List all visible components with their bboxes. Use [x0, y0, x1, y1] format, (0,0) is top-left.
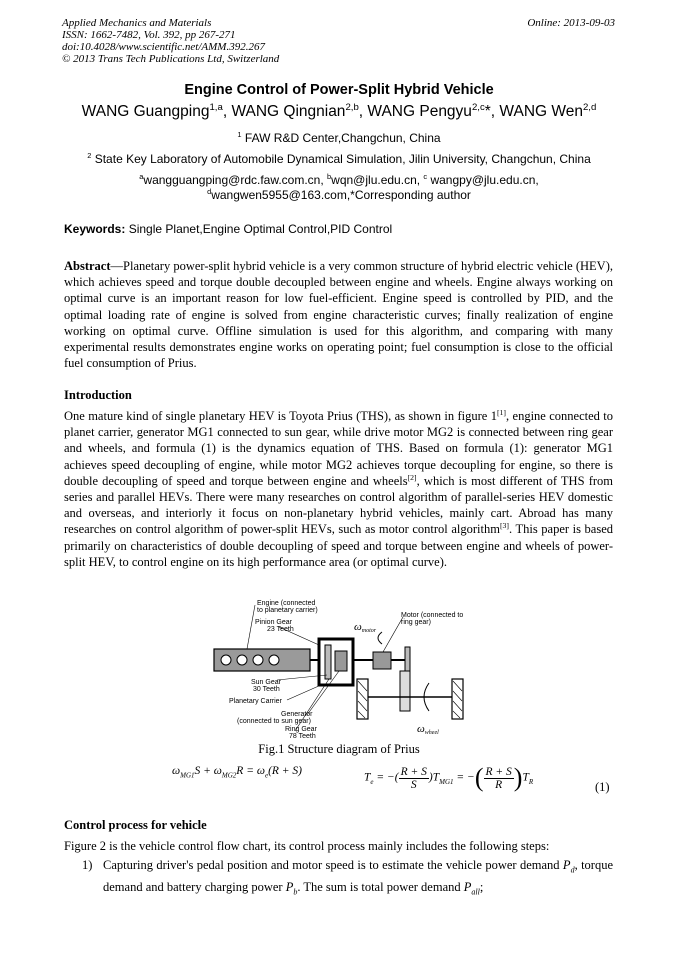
svg-text:to planetary carrier): to planetary carrier) [257, 607, 318, 614]
label-planetary-carrier: Planetary Carrier [229, 698, 282, 705]
equation-number: (1) [595, 780, 610, 794]
author-list: WANG Guangping$^{1,a}$, WANG Qingnian$^{2,b}$, WANG Pengyu$^{2,c}$*, WANG Wen$^{2,d}$ [81, 101, 597, 120]
author-sup: 2,b [345, 101, 359, 113]
online-date: Online: 2013-09-03 [527, 17, 615, 29]
email-link[interactable]: wangguangping@rdc.faw.com.cn, [143, 173, 328, 187]
affiliation-2: $^2$ State Key Laboratory of Automobile Dynamical Simulation, Jilin University, Changchun, China [87, 151, 591, 166]
motor-gear [405, 647, 410, 673]
ring-gear-teeth [325, 645, 331, 679]
control-process-intro: Figure 2 is the vehicle control flow chart, its control process mainly includes the following steps: [64, 839, 550, 853]
abstract [64, 258, 613, 371]
citation[interactable]: [1] [496, 407, 507, 417]
journal-header [62, 17, 279, 65]
svg-text:(connected to sun gear): (connected to sun gear) [237, 718, 311, 725]
svg-text:23 Teeth: 23 Teeth [267, 626, 294, 633]
list-item: 1) Capturing driver's pedal position and motor speed is to estimate the vehicle power demand $P_d$, torque demand and battery charging power $P_b$. The sum is total power demand $P_{all}$; [82, 858, 614, 897]
figure-caption: Fig.1 Structure diagram of Prius [258, 742, 420, 756]
email-line-2: $^d$wangwen5955@163.com,*Corresponding author [207, 187, 471, 202]
keywords-label: Keywords: [64, 222, 126, 236]
label-omega-wheel: ωwheel [417, 723, 439, 736]
issn-line: ISSN: 1662-7482, Vol. 392, pp 267-271 [62, 29, 236, 41]
label-engine: Engine (connected [257, 600, 316, 607]
citation[interactable]: [3] [499, 521, 509, 531]
email-link[interactable]: wangpy@jlu.edu.cn, [430, 173, 539, 187]
label-pinion-gear: Pinion Gear [255, 619, 292, 626]
prius-structure-diagram [207, 597, 477, 739]
svg-text:78 Teeth: 78 Teeth [289, 733, 316, 739]
label-omega-motor: ωmotor [354, 621, 377, 634]
wheel-right [452, 679, 463, 719]
author-name: WANG Wen [499, 103, 583, 120]
author-sup: 1,a [209, 101, 223, 113]
label-ring-gear: Ring Gear [285, 726, 317, 733]
motor-block [373, 652, 391, 669]
section-heading-introduction: Introduction [64, 388, 132, 402]
author-sup: 2,c [471, 101, 485, 113]
author-name: WANG Pengyu [367, 103, 472, 120]
email-link[interactable]: wangwen5955@163.com [211, 188, 347, 202]
journal-name: Applied Mechanics and Materials [62, 17, 212, 29]
paper-title: Engine Control of Power-Split Hybrid Vehicle [184, 82, 494, 98]
email-line-1: $^a$wangguangping@rdc.faw.com.cn, $^b$wqn@jlu.edu.cn, $^c$ wangpy@jlu.edu.cn, [139, 172, 539, 187]
equation-speed: $\omega_{MG1}S + \omega_{MG2}R = \omega_e(R + S)$ [172, 765, 303, 780]
label-generator: Generator [281, 711, 313, 718]
author-name: WANG Qingnian [231, 103, 346, 120]
citation[interactable]: [2] [407, 472, 417, 482]
keywords-text: Single Planet,Engine Optimal Control,PID Control [128, 222, 393, 236]
label-motor: Motor (connected to [401, 612, 464, 619]
wheel-left [357, 679, 368, 719]
svg-text:ring gear): ring gear) [401, 619, 431, 626]
author-sup: 2,d [582, 101, 597, 113]
abstract-text: —Planetary power-split hybrid vehicle is a very common structure of hybrid electric vehicle (HEV), which achieves speed and torque double decoupled between engine and wheels. Engine always working on optimal curve is an important reason for low fuel-efficient. Engine speed is controlled by PID, and the optimal loading rate of engine is solved from engine characteristic curves; finally realization of engine working on optimal curve. Offline simulation is used for this algorithm, and comparing with many experimental results demonstrates engine works on operating point; fuel consumption is close to the official fuel consumption of Prius. [64, 259, 613, 371]
label-sun-gear: Sun Gear [251, 679, 281, 686]
equation-torque: $T_e$ = −( $\frac{R + S}{S}$ )$T_{MG1}$ = −( $\frac{R + S}{R}$ )$T_R$ [364, 763, 534, 792]
affiliation-1: $^1$ FAW R&D Center,Changchun, China [237, 130, 441, 145]
step-number: 1) [82, 858, 93, 872]
counter-gear [400, 671, 410, 711]
generator [335, 651, 347, 671]
introduction-paragraph: One mature kind of single planetary HEV is Toyota Prius (THS), as shown in figure 1[1], engine connected to planet carrier, generator MG1 connected to sun gear, while drive motor MG2 is connected between ring gear and wheels, and formula (1) is the dynamics equation of THS. Based on formula (1): generator MG1 achieves speed decoupling of engine, while motor MG2 achieves torque decoupling for engine, so there is double decoupling of speed and torque between engine and wheels[2], which is most different of THS from series and parallel HEVs. There were many researches on control algorithm of parallel-series HEV domestic and overseas, and interiorly it focus on non-planetary hybrid vehicles, mainly cart. Abroad has many researches on control algorithm of power-split HEVs, such as motor control algorithm[3]. This paper is based primarily on characteristics of double decoupling of speed and torque between engine and wheels of power-split HEV, to control engine on its high performance area (or optimal curve). [64, 407, 613, 569]
abstract-label: Abstract [64, 259, 111, 273]
keywords [64, 222, 392, 236]
doi-line: doi:10.4028/www.scientific.net/AMM.392.267 [62, 41, 265, 53]
copyright-line: © 2013 Trans Tech Publications Ltd, Switzerland [62, 53, 280, 65]
corresponding-mark: * [484, 103, 491, 120]
section-heading-control-process: Control process for vehicle [64, 818, 207, 832]
svg-text:30 Teeth: 30 Teeth [253, 686, 280, 693]
author-name: WANG Guangping [81, 103, 210, 120]
email-link[interactable]: wqn@jlu.edu.cn, [331, 173, 424, 187]
